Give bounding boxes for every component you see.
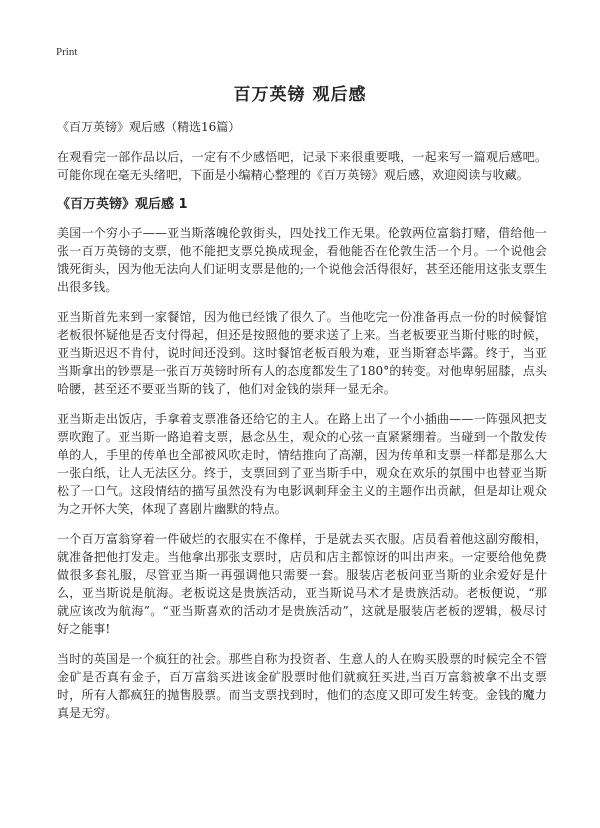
article-subtitle: 《百万英镑》观后感（精选16篇） bbox=[57, 120, 241, 134]
body-paragraph-5: 当时的英国是一个疯狂的社会。那些自称为投资者、生意人的人在购买股票的时候完全不管金矿是否真有金子，百万富翁买进该金矿股票时他们就疯狂买进,当百万富翁被拿不出支票时，所有人都疯狂的抛售股票。而当支票找到时，他们的态度又即可发生转变。金钱的魔力真是无穷。 bbox=[57, 652, 547, 720]
body-paragraph-4: 一个百万富翁穿着一件破烂的衣服实在不像样，于是就去买衣服。店员看着他这副穷酸相，就准备把他打发走。当他拿出那张支票时，店员和店主都惊讶的叫出声来。一定要给他免费做很多套礼服，尽管亚当斯一再强调他只需要一套。服装店老板问亚当斯的业余爱好是什么，亚当斯说是航海。老板说这是贵族活动，亚当斯说马术才是贵族活动。老板便说，“那就应该改为航海”。“亚当斯喜欢的活动才是贵族活动”，这就是服装店老板的逻辑，极尽讨好之能事! bbox=[57, 532, 547, 636]
page-title: 百万英镑 观后感 bbox=[233, 85, 367, 105]
section-heading: 《百万英镑》观后感 1 bbox=[57, 197, 188, 212]
body-paragraph-1: 美国一个穷小子——亚当斯落魄伦敦街头，四处找工作无果。伦敦两位富翁打赌，借给他一张一百万英镑的支票，他不能把支票兑换成现金，看他能否在伦敦生活一个月。一个说他会饿死街头，因为他无法向人们证明支票是他的;一个说他会活得很好，甚至还能用这张支票生出很多钱。 bbox=[57, 226, 547, 294]
body-paragraph-2: 亚当斯首先来到一家餐馆，因为他已经饿了很久了。当他吃完一份准备再点一份的时候餐馆老板很怀疑他是否支付得起，但还是按照他的要求送了上来。当老板要亚当斯付账的时候，亚当斯迟迟不肯付，说时间还没到。这时餐馆老板百般为难，亚当斯窘态毕露。终于，当亚当斯拿出的钞票是一张百万英镑时所有人的态度都发生了180°的转变。对他卑躬屈膝，点头哈腰，甚至还不要亚当斯的钱了，他们对金钱的崇拜一显无余。 bbox=[57, 310, 547, 396]
article-body bbox=[57, 118, 547, 734]
print-link[interactable]: Print bbox=[56, 46, 78, 58]
intro-paragraph: 在观看完一部作品以后，一定有不少感悟吧，记录下来很重要哦，一起来写一篇观后感吧。可能你现在毫无头绪吧，下面是小编精心整理的《百万英镑》观后感，欢迎阅读与收藏。 bbox=[57, 150, 547, 182]
body-paragraph-3: 亚当斯走出饭店，手拿着支票准备还给它的主人。在路上出了一个小插曲——一阵强风把支票吹跑了。亚当斯一路追着支票，悬念丛生，观众的心弦一直紧紧绷着。当碰到一个散发传单的人，手里的传单也全部被风吹走时，情结推向了高潮，因为传单和支票一样都是那么大一张白纸，让人无法区分。终于，支票回到了亚当斯手中，观众在欢乐的氛围中也替亚当斯松了一口气。这段情结的描写虽然没有为电影讽刺拜金主义的主题作出贡献，但是却让观众为之开怀大笑，体现了喜剧片幽默的特点。 bbox=[57, 412, 547, 516]
